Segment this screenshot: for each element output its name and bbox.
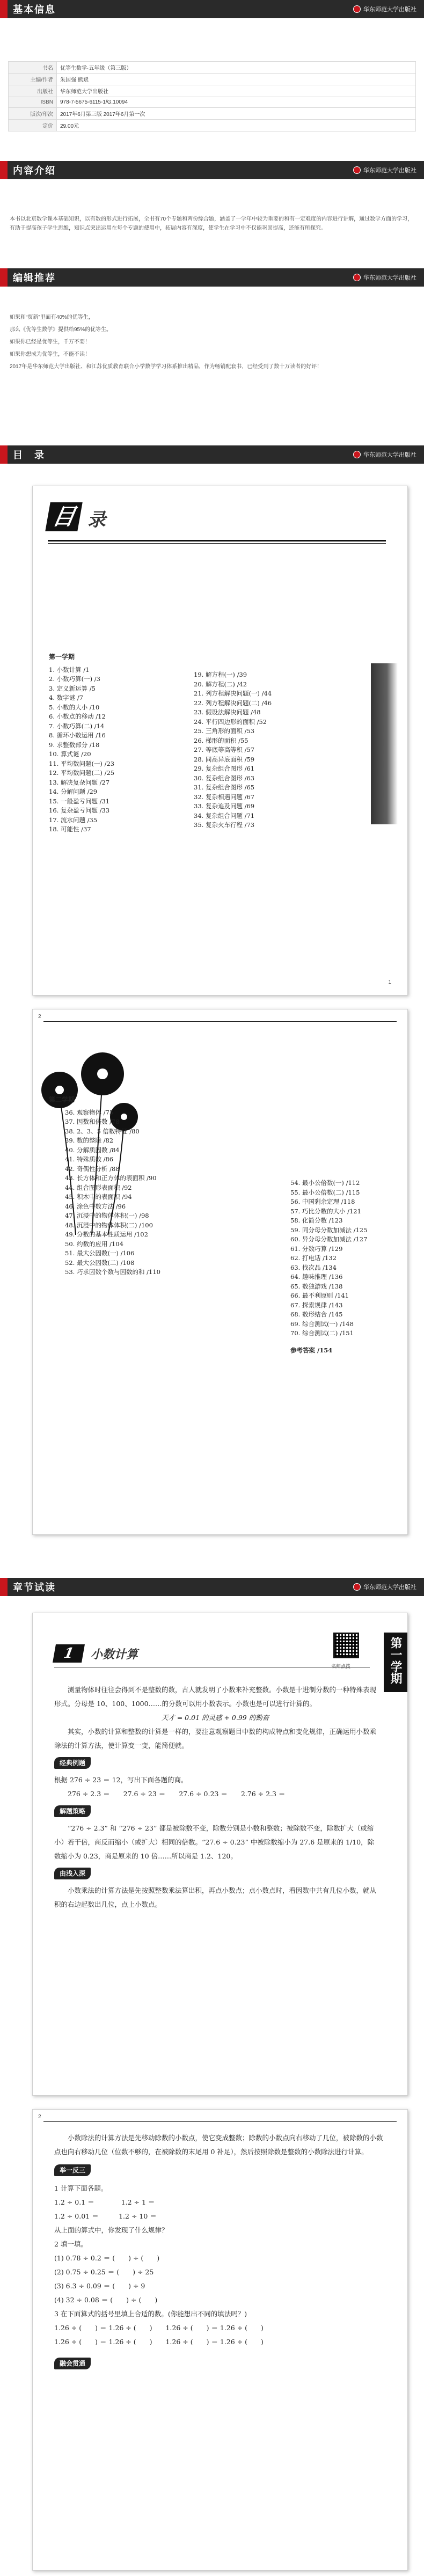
toc-entry[interactable]: 32. 复杂相遇问题 /67 xyxy=(194,793,255,801)
practice-line: 3 在下面算式的括号里填上合适的数。(你能想出不同的填法吗？) xyxy=(54,2310,247,2318)
toc-entry[interactable]: 5. 小数的大小 /10 xyxy=(49,703,100,711)
info-key: 版次/印次 xyxy=(9,108,57,120)
practice-line: (3) 6.3 ÷ 0.09 ＝ ( ) ÷ 9 xyxy=(54,2282,145,2290)
toc-entry[interactable]: 18. 可能性 /37 xyxy=(49,825,91,833)
toc-entry[interactable]: 26. 梯形的面积 /55 xyxy=(194,736,248,744)
toc-entry[interactable]: 69. 综合测试(一) /148 xyxy=(290,1320,354,1328)
chapter-heading: 1 小数计算 xyxy=(54,1645,138,1662)
page-number: 2 xyxy=(38,1014,41,1020)
toc-entry[interactable]: 14. 分解问题 /29 xyxy=(49,788,98,795)
toc-entry[interactable]: 56. 中国剩余定理 /118 xyxy=(290,1198,355,1205)
excerpt-page-1 xyxy=(32,1613,408,2096)
toc-entry[interactable]: 40. 分解质因数 /84 xyxy=(65,1146,120,1154)
toc-entry[interactable]: 61. 分数巧算 /129 xyxy=(290,1245,343,1253)
toc-entry[interactable]: 34. 复杂组合问题 /71 xyxy=(194,811,255,819)
editor-text: 如果和“贾新”里面有40%的优等生， 那么《优等生数学》提供给95%的优等生。 如果你已经是优等生，千万不要！ 如果你想成为优等生，不能不读！ 2017年是华东师范大学出版社、和江苏优质教育联合小学数学学习体系推出精品，作为畅销配套书，已经受到了数十万读者的好评！ xyxy=(10,314,323,370)
toc-entry[interactable]: 12. 平均数问题(二) /25 xyxy=(49,769,115,777)
toc-entry[interactable]: 16. 复杂盈亏问题 /33 xyxy=(49,807,110,814)
info-table-wrap xyxy=(0,61,424,131)
toc-entry[interactable]: 3. 定义新运算 /5 xyxy=(49,684,96,692)
toc-entry[interactable]: 13. 解决复杂问题 /27 xyxy=(49,778,110,786)
toc-entry[interactable]: 37. 因数和倍数 /78 xyxy=(65,1118,120,1125)
term-side-tab: 第一学期 xyxy=(384,1633,407,1692)
info-value: 优等生数学·五年级（第三版） xyxy=(57,62,416,74)
toc-entry[interactable]: 57. 巧比分数的大小 /121 xyxy=(290,1207,361,1215)
publisher-logo: 华东师范大学出版社 xyxy=(353,1583,416,1591)
toc-entry[interactable]: 22. 列方程解决问题(二) /46 xyxy=(194,699,272,707)
toc-entry[interactable]: 55. 最小公倍数(二) /115 xyxy=(290,1188,360,1196)
toc-entry[interactable]: 4. 数字谜 /7 xyxy=(49,694,83,701)
publisher-seal-icon xyxy=(353,5,361,13)
toc-entry[interactable]: 19. 解方程(一) /39 xyxy=(194,671,247,678)
divider xyxy=(43,1021,397,1022)
divider xyxy=(48,540,386,541)
toc-entry[interactable]: 52. 最大公因数(二) /108 xyxy=(65,1258,135,1267)
toc-entry[interactable]: 8. 循环小数运用 /16 xyxy=(49,731,106,739)
tag-solution: 解题策略 xyxy=(54,1805,91,1817)
toc-entry[interactable]: 62. 打电话 /132 xyxy=(290,1254,337,1262)
practice-line: 1.26 ÷ ( ) ＝ 1.26 ÷ ( ) 1.26 ÷ ( ) ＝ 1.26 ÷ ( ) xyxy=(54,2338,264,2346)
practice-line: 2 填一填。 xyxy=(54,2240,87,2248)
intro-text: 本书以北京数学课本基础知识，以有数的形式进行拓展，全书有70个专题和两份综合题，涵盖了一学年中较为重要的和有一定难度的内容进行讲解，通过数学方面的学习，有助于提高孩子学生思维，知识点突出运用在每个专题的使用中，拓展内容有深度，使学生在学习中不仅能巩固提高，还能有所探究。 xyxy=(10,216,413,231)
toc-entry[interactable]: 1. 小数计算 /1 xyxy=(49,665,90,674)
section-title: 目 录 xyxy=(13,450,45,461)
publisher-logo: 华东师范大学出版社 xyxy=(353,166,416,174)
toc-entry[interactable]: 41. 特殊质数 /86 xyxy=(65,1155,114,1163)
info-table xyxy=(8,61,416,131)
publisher-logo: 华东师范大学出版社 xyxy=(353,273,416,282)
toc-entry[interactable]: 50. 约数的应用 /104 xyxy=(65,1240,123,1248)
practice-line: (4) 32 ÷ 0.08 ＝ ( ) ÷ ( ) xyxy=(54,2296,158,2304)
toc-entry[interactable]: 28. 同高异底面积 /59 xyxy=(194,755,255,763)
toc-entry[interactable]: 59. 同分母分数加减法 /125 xyxy=(290,1226,368,1234)
toc-entry[interactable]: 2. 小数巧算(一) /3 xyxy=(49,675,100,683)
toc-entry[interactable]: 65. 数独游戏 /138 xyxy=(290,1282,343,1290)
practice-line: 1.2 ÷ 0.1 ＝ 1.2 ÷ 1 ＝ xyxy=(54,2198,155,2206)
toc-entry[interactable]: 35. 复杂火车行程 /73 xyxy=(194,821,255,829)
toc-entry[interactable]: 64. 趣味推理 /136 xyxy=(290,1273,343,1280)
section-header-excerpt xyxy=(0,1578,424,1596)
info-key: 出版社 xyxy=(9,85,57,97)
section-header-toc xyxy=(0,445,424,464)
info-key: 主编/作者 xyxy=(9,74,57,85)
qr-code-icon[interactable] xyxy=(333,1633,359,1658)
toc-entry[interactable]: 45. 积木中的表面积 /94 xyxy=(65,1193,132,1201)
toc-entry[interactable]: 15. 一般盈亏问题 /31 xyxy=(49,797,110,805)
practice-line: (1) 0.78 ÷ 0.2 ＝ ( ) ÷ ( ) xyxy=(54,2254,160,2262)
toc-entry[interactable]: 46. 涂色中数方法 /96 xyxy=(65,1202,126,1210)
toc-entry[interactable]: 42. 奇偶性分析 /88 xyxy=(65,1165,120,1173)
toc-entry[interactable]: 54. 最小公倍数(一) /112 xyxy=(290,1179,360,1187)
toc-entry[interactable]: 43. 长方体和正方体的表面积 /90 xyxy=(65,1174,157,1182)
toc-entry[interactable]: 20. 解方程(二) /42 xyxy=(194,680,247,688)
toc-term1-right xyxy=(194,670,272,830)
toc-entry[interactable]: 10. 算式谜 /20 xyxy=(49,750,91,758)
divider xyxy=(43,2121,397,2122)
toc-entry[interactable]: 36. 观察物体 /75 xyxy=(65,1108,114,1116)
toc-entry[interactable]: 44. 组合图形表面积 /92 xyxy=(65,1183,132,1191)
toc-entry[interactable]: 7. 小数巧算(二) /14 xyxy=(49,722,105,730)
section-title: 章节试读 xyxy=(13,1582,56,1593)
toc-entry[interactable]: 9. 求整数部分 /18 xyxy=(49,741,100,749)
toc-entry[interactable]: 6. 小数点的移动 /12 xyxy=(49,713,106,720)
info-value: 29.00元 xyxy=(57,120,416,131)
section-header-intro xyxy=(0,161,424,179)
toc-page-2 xyxy=(32,1009,408,1535)
toc-entry[interactable]: 38. 2、3、5 倍数特征 /80 xyxy=(65,1127,140,1135)
ink-brush-decoration xyxy=(371,663,398,824)
info-value: 朱国强 熊斌 xyxy=(57,74,416,85)
toc-entry[interactable]: 49. 分数的基本性质运用 /102 xyxy=(65,1231,148,1238)
info-row xyxy=(9,74,416,85)
toc-term1-left: 第一学期 1. 小数计算 /1 2. 小数巧算(一) /3 3. 定义新运算 /5 4. 数字谜 /7 5. 小数的大小 /10 6. 小数点的移动 /12 7. 小数巧算(二) /14 8. 循环小数运用 /16 9. 求整数部分 /18 10. 算式谜 /20 11. 平均数问题(一) /23 12. 平均数问题(二) /25 13. 解决复杂问题 /27 14. 分解问题 /29 15. 一般盈亏问题 /31 16. 复杂盈亏问题 /33 17. 流水问题 /35 18. 可能性 /37 xyxy=(49,653,114,835)
info-value: 2017年6月第三版 2017年6月第一次 xyxy=(57,108,416,120)
practice-line: 1 计算下面各题。 xyxy=(54,2184,108,2192)
toc-entry[interactable]: 58. 化简分数 /123 xyxy=(290,1217,343,1224)
toc-entry[interactable]: 68. 数形结合 /145 xyxy=(290,1311,343,1318)
info-row xyxy=(9,85,416,97)
info-key: ISBN xyxy=(9,97,57,108)
section-header-editor xyxy=(0,268,424,287)
toc-entry[interactable]: 47. 沉浸中的物体体积(一) /98 xyxy=(65,1212,149,1219)
toc-entry[interactable]: 48. 沉浸中的物体体积(二) /100 xyxy=(65,1221,153,1229)
practice-line: 1.2 ÷ 0.01 ＝ 1.2 ÷ 10 ＝ xyxy=(54,2212,157,2220)
toc-entry[interactable]: 23. 假设法解决问题 /48 xyxy=(194,708,261,716)
toc-entry[interactable]: 39. 数的整除 /82 xyxy=(65,1137,114,1144)
page-number: 2 xyxy=(38,2114,41,2120)
section-title: 编辑推荐 xyxy=(13,273,56,284)
info-key: 定价 xyxy=(9,120,57,131)
info-key: 书名 xyxy=(9,62,57,74)
tag-contest: 融会贯通 xyxy=(54,2358,91,2369)
toc-term2-right xyxy=(290,1179,367,1355)
quote: 天才 = 0.01 的灵感 + 0.99 的勤奋 xyxy=(161,1714,269,1722)
toc-entry[interactable]: 67. 探索规律 /143 xyxy=(290,1301,343,1309)
info-row xyxy=(9,120,416,131)
toc-entry[interactable]: 66. 最不利原则 /141 xyxy=(290,1292,349,1299)
publisher-seal-icon xyxy=(353,274,361,281)
practice-line: 从上面的算式中，你发现了什么规律？ xyxy=(54,2226,169,2234)
practice-line: 1.26 ÷ ( ) ＝ 1.26 ÷ ( ) 1.26 ÷ ( ) ＝ 1.26 ÷ ( ) xyxy=(54,2324,264,2332)
toc-entry[interactable]: 31. 复杂组合图形 /65 xyxy=(194,784,255,791)
publisher-logo: 华东师范大学出版社 xyxy=(353,5,416,13)
excerpt-body-1: 测量物体时往往会得到不是整数的数，古人就发明了小数来补充整数。小数是十进制分数的一种特殊表现形式。分母是 10、100、1000……的分数可以用小数表示。小数也是可以进行计算的。 天才 = 0.01 的灵感 + 0.99 的勤奋 其实，小数的计算和整数的计算是一样的，要注意观察题目中数的构成特点和变化规律，正确运用小数乘除法的计算方法，使计算变一变，能简便就。 经典例题 根据 276 ÷ 23 ＝ 12，写出下面各题的商。 276 ÷ 2.3 ＝ 27.6 ÷ 23 ＝ 27.6 ÷ 0.23 ＝ 2.76 ÷ 2.3 ＝ 解题策略 “276 ÷ 2.3” 和 “276 ÷ 23” 都是被除数不变，除数分别是小数和整数；被除数不变，除数扩大（或缩小）若干倍，商反而缩小（或扩大）相同的倍数。“27.6 ÷ 0.23” 中被除数缩小为 27.6 是原来的 1/10，除数缩小为 0.23，商是原来的 10 倍……所以商是 1.2、120。 由浅入深 小数乘法的计算方法是先按照整数乘法算出积，再点小数点；点小数点时，看因数中共有几位小数，就从积的右边起数出几位，点上小数点。 xyxy=(54,1686,377,1908)
toc-entry[interactable]: 11. 平均数问题(一) /23 xyxy=(49,759,115,767)
publisher-seal-icon xyxy=(353,166,361,174)
toc-entry[interactable]: 27. 等底等高等积 /57 xyxy=(194,746,255,753)
info-row xyxy=(9,108,416,120)
info-row xyxy=(9,62,416,74)
page-number: 1 xyxy=(388,979,391,985)
toc-page-1 xyxy=(32,486,408,996)
section-title: 基本信息 xyxy=(13,4,56,16)
toc-entry[interactable]: 53. 巧求因数个数与因数的和 /110 xyxy=(65,1268,160,1276)
excerpt-page-2 xyxy=(32,2109,408,2571)
excerpt-body-2: 小数除法的计算方法是先移动除数的小数点，使它变成整数；除数的小数点向右移动了几位，被除数的小数点也向右移动几位（位数不够的，在被除数的末尾用 0 补足），然后按照除数是整数的小数除法进行计算。 举一反三 1 计算下面各题。 1.2 ÷ 0.1 ＝ 1.2 ÷ 1 ＝ 1.2 ÷ 0.01 ＝ 1.2 ÷ 10 ＝ 从上面的算式中，你发现了什么规律？ 2 填一填。 (1) 0.78 ÷ 0.2 ＝ ( ) ÷ ( ) (2) 0.75 ÷ 0.25 ＝ ( ) ÷ 25 (3) 6.3 ÷ 0.09 ＝ ( ) ÷ 9 (4) 32 ÷ 0.08 ＝ ( ) ÷ ( ) 3 在下面算式的括号里填上合适的数。(你能想出不同的填法吗？) 1.26 ÷ ( ) ＝ 1.26 ÷ ( ) 1.26 ÷ ( ) ＝ 1.26 ÷ ( ) 1.26 ÷ ( ) ＝ 1.26 ÷ ( ) 1.26 ÷ ( ) ＝ 1.26 ÷ ( ) 融会贯通 xyxy=(54,2131,387,2378)
toc-answers: 参考答案 /154 xyxy=(290,1346,333,1354)
info-value: 978-7-5675-6115-1/G.10094 xyxy=(57,97,416,108)
publisher-logo: 华东师范大学出版社 xyxy=(353,450,416,459)
practice-list xyxy=(54,2182,387,2349)
info-row xyxy=(9,97,416,108)
toc-entry[interactable]: 17. 流水问题 /35 xyxy=(49,816,98,824)
toc-entry[interactable]: 60. 异分母分数加减法 /127 xyxy=(290,1235,368,1243)
publisher-seal-icon xyxy=(353,1583,361,1591)
qr-label: 名师点拨 xyxy=(331,1664,351,1669)
toc-entry[interactable]: 30. 复杂组合图形 /63 xyxy=(194,774,255,782)
toc-heading: 目 录 xyxy=(48,502,106,531)
toc-entry[interactable]: 25. 三角形的面积 /53 xyxy=(194,727,255,735)
divider xyxy=(48,543,386,544)
tag-summary: 由浅入深 xyxy=(54,1868,91,1879)
toc-entry[interactable]: 63. 找次品 /134 xyxy=(290,1263,337,1271)
practice-line: (2) 0.75 ÷ 0.25 ＝ ( ) ÷ 25 xyxy=(54,2268,154,2276)
publisher-seal-icon xyxy=(353,451,361,458)
toc-entry[interactable]: 51. 最大公因数(一) /106 xyxy=(65,1249,135,1257)
toc-entry[interactable]: 29. 复杂组合图形 /61 xyxy=(194,765,255,772)
toc-term2-left: 第二学期 36. 观察物体 /75 37. 因数和倍数 /78 38. 2、3、5 倍数特征 /80 39. 数的整除 /82 40. 分解质因数 /84 41. 特殊质数 /86 42. 奇偶性分析 /88 43. 长方体和正方体的表面积 /90 44. 组合图形表面积 /92 45. 积木中的表面积 /94 46. 涂色中数方法 /96 47. 沉浸中的物体体积(一) /98 48. 沉浸中的物体体积(二) /100 49. 分数的基本性质运用 /102 50. 约数的应用 /104 51. 最大公因数(一) /106 52. 最大公因数(二) /108 53. 巧求因数个数与因数的和 /110 xyxy=(49,1095,160,1277)
toc-entry[interactable]: 21. 列方程解决问题(一) /44 xyxy=(194,690,272,697)
toc-entry[interactable]: 33. 复杂追及问题 /69 xyxy=(194,802,255,810)
tag-example: 经典例题 xyxy=(54,1757,91,1769)
toc-entry[interactable]: 70. 综合测试(二) /151 xyxy=(290,1329,354,1337)
tag-practice: 举一反三 xyxy=(54,2164,91,2176)
toc-entry[interactable]: 24. 平行四边形的面积 /52 xyxy=(194,718,267,726)
section-header-info xyxy=(0,0,424,18)
section-title: 内容介绍 xyxy=(13,165,56,177)
info-value: 华东师范大学出版社 xyxy=(57,85,416,97)
